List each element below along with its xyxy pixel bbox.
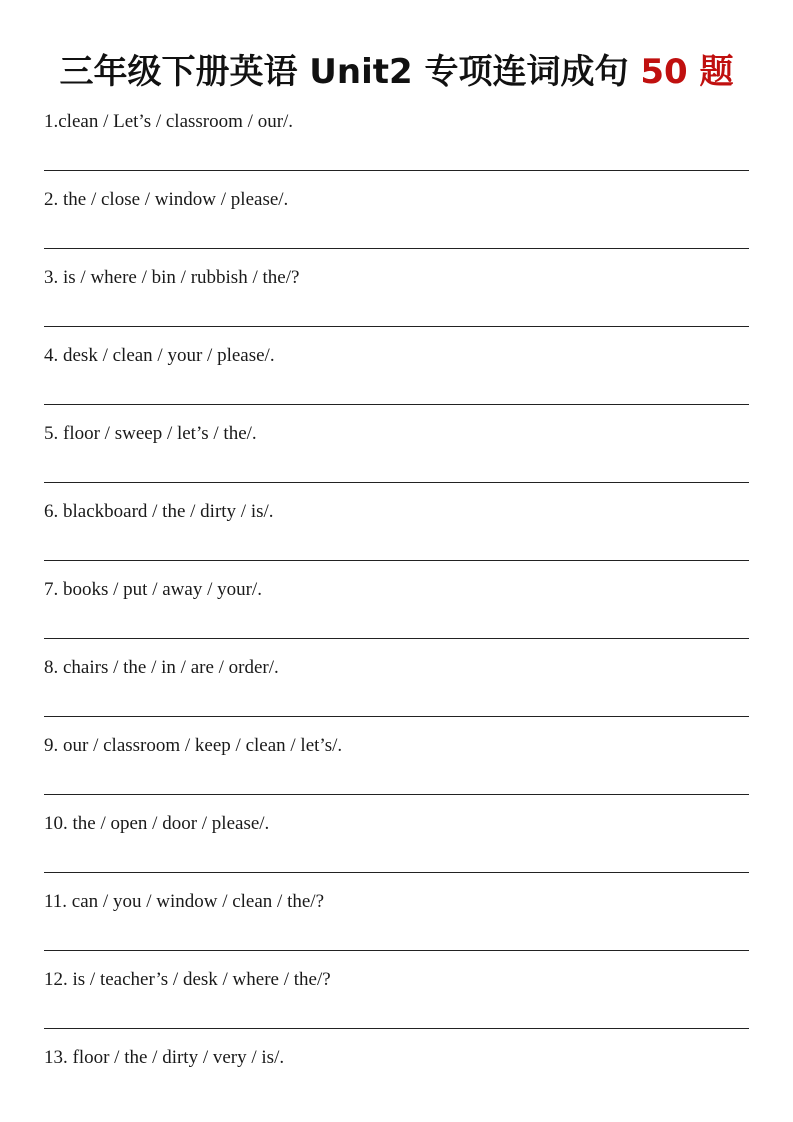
answer-line[interactable] xyxy=(44,326,749,327)
answer-line[interactable] xyxy=(44,170,749,171)
question-text: 8. chairs / the / in / are / order/. xyxy=(44,657,279,678)
question-item xyxy=(44,886,749,964)
question-text: 5. floor / sweep / let’s / the/. xyxy=(44,423,257,444)
answer-line[interactable] xyxy=(44,248,749,249)
worksheet-title xyxy=(0,50,793,94)
question-text: 1.clean / Let’s / classroom / our/. xyxy=(44,111,294,132)
question-text: 13. floor / the / dirty / very / is/. xyxy=(44,1047,285,1068)
answer-line[interactable] xyxy=(44,560,749,561)
question-text: 7. books / put / away / your/. xyxy=(44,579,262,600)
question-item xyxy=(44,106,749,184)
title-count: 50 题 xyxy=(640,52,734,92)
question-item xyxy=(44,574,749,652)
question-item xyxy=(44,964,749,1042)
question-item xyxy=(44,496,749,574)
question-text: 9. our / classroom / keep / clean / let’s/. xyxy=(44,735,343,756)
answer-line[interactable] xyxy=(44,638,749,639)
question-item xyxy=(44,262,749,340)
answer-line[interactable] xyxy=(44,794,749,795)
answer-line[interactable] xyxy=(44,950,749,951)
question-text: 10. the / open / door / please/. xyxy=(44,813,270,834)
question-item xyxy=(44,730,749,808)
question-text: 3. is / where / bin / rubbish / the/? xyxy=(44,267,300,288)
answer-line[interactable] xyxy=(44,1028,749,1029)
question-item xyxy=(44,1042,749,1120)
question-item xyxy=(44,340,749,418)
question-item xyxy=(44,652,749,730)
question-text: 12. is / teacher’s / desk / where / the/? xyxy=(44,969,331,990)
question-item xyxy=(44,418,749,496)
question-item xyxy=(44,184,749,262)
question-text: 4. desk / clean / your / please/. xyxy=(44,345,275,366)
question-item xyxy=(44,808,749,886)
answer-line[interactable] xyxy=(44,716,749,717)
title-main: 三年级下册英语 Unit2 专项连词成句 xyxy=(59,52,641,92)
question-text: 2. the / close / window / please/. xyxy=(44,189,289,210)
question-text: 6. blackboard / the / dirty / is/. xyxy=(44,501,274,522)
question-list xyxy=(44,106,749,1120)
answer-line[interactable] xyxy=(44,872,749,873)
answer-line[interactable] xyxy=(44,482,749,483)
question-text: 11. can / you / window / clean / the/? xyxy=(44,891,324,912)
answer-line[interactable] xyxy=(44,404,749,405)
